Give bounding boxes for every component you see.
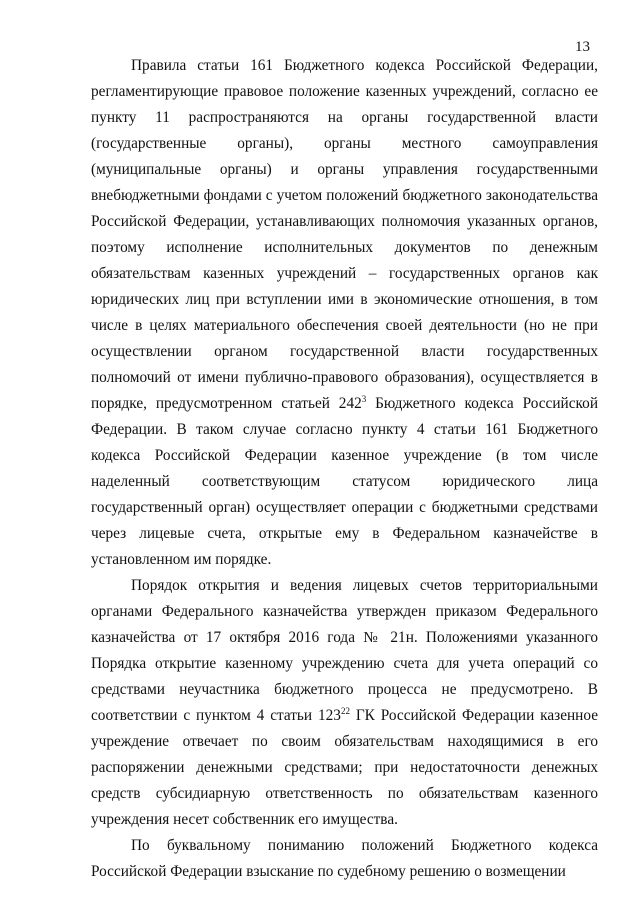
document-body bbox=[91, 53, 598, 885]
paragraph-text: По буквальному пониманию положений Бюджетного кодекса Российской Федерации взыскание по судебному решению о возмещении bbox=[91, 837, 598, 880]
paragraph-account-procedure bbox=[91, 573, 598, 833]
paragraph-text: Порядок открытия и ведения лицевых счетов территориальными органами Федерального казначейства утвержден приказом Федерального казначейства от 17 октября 2016 года № 21н. Положениями указанного Порядка открытие казенному учреждению счета для учета операций со средствами неучастника бюджетного процесса не предусмотрено. В соответствии с пунктом 4 статьи 123 bbox=[91, 577, 598, 724]
paragraph-article-161 bbox=[91, 53, 598, 573]
superscript-index: 3 bbox=[361, 394, 367, 404]
paragraph-text: Бюджетного кодекса Российской Федерации. В таком случае согласно пункту 4 статьи 161 Бюджетного кодекса Российской Федерации казенное учреждение (в том числе наделенный соответствующим статусом юридического лица государственный орган) осуществляет операции с бюджетными средствами через лицевые счета, открытые ему в Федеральном казначействе в установленном им порядке. bbox=[91, 395, 598, 568]
paragraph-literal-interpretation bbox=[91, 833, 598, 885]
paragraph-text: ГК Российской Федерации казенное учреждение отвечает по своим обязательствам находящимися в его распоряжении денежными средствами; при недостаточности денежных средств субсидиарную ответственность по обязательствам казенного учреждения несет собственник его имущества. bbox=[91, 707, 598, 828]
page-number: 13 bbox=[575, 39, 590, 55]
superscript-index: 22 bbox=[340, 706, 350, 716]
paragraph-text: Правила статьи 161 Бюджетного кодекса Российской Федерации, регламентирующие правовое положение казенных учреждений, согласно ее пункту 11 распространяются на органы государственной власти (государственные органы), органы местного самоуправления (муниципальные органы) и органы управления государственными внебюджетными фондами с учетом положений бюджетного законодательства Российской Федерации, устанавливающих полномочия указанных органов, поэтому исполнение исполнительных документов по денежным обязательствам казенных учреждений – государственных органов как юридических лиц при вступлении ими в экономические отношения, в том числе в целях материального обеспечения своей деятельности (но не при осуществлении органом государственной власти государственных полномочий от имени публично-правового образования), осуществляется в порядке, предусмотренном статьей 242 bbox=[91, 57, 598, 412]
